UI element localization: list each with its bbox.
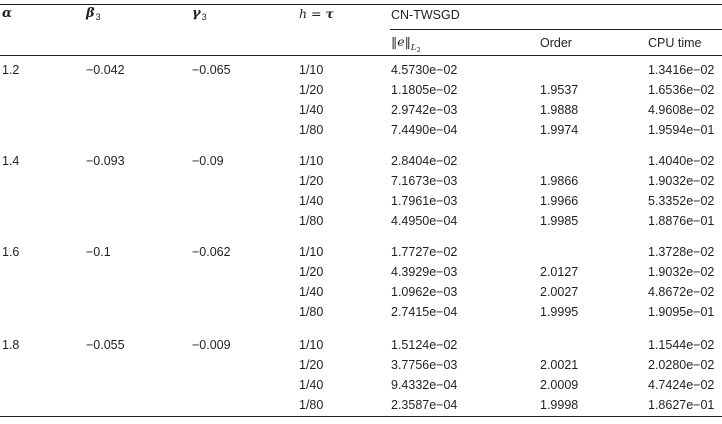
order-value: 1.9537 (540, 83, 579, 97)
header-beta3 (86, 6, 101, 25)
alpha-value: 1.4 (2, 154, 20, 168)
header-alpha-symbol: α (2, 6, 13, 21)
header-gamma-subscript: 3 (201, 12, 207, 22)
step-size: 1/10 (299, 63, 324, 77)
order-value: 1.9995 (540, 305, 579, 319)
step-size: 1/20 (299, 265, 324, 279)
step-size: 1/80 (299, 305, 324, 319)
step-size: 1/20 (299, 358, 324, 372)
step-size: 1/10 (299, 154, 324, 168)
cpu-value: 1.9032e−02 (648, 174, 715, 188)
header-norm-L: L (410, 43, 417, 53)
order-value: 1.9974 (540, 123, 579, 137)
cpu-value: 1.3416e−02 (648, 63, 715, 77)
gamma-value: −0.009 (192, 338, 231, 352)
error-value: 1.7727e−02 (391, 245, 458, 259)
cpu-value: 1.9095e−01 (648, 305, 715, 319)
error-value: 7.4490e−04 (391, 123, 458, 137)
beta-value: −0.1 (86, 245, 111, 259)
table-bottom-rule (0, 416, 722, 417)
step-size: 1/40 (299, 378, 324, 392)
beta-value: −0.093 (86, 154, 125, 168)
order-value: 2.0009 (540, 378, 579, 392)
error-value: 3.7756e−03 (391, 358, 458, 372)
cpu-value: 1.8627e−01 (648, 398, 715, 412)
step-size: 1/20 (299, 174, 324, 188)
step-size: 1/80 (299, 214, 324, 228)
cpu-value: 1.3728e−02 (648, 245, 715, 259)
error-value: 4.5730e−02 (391, 63, 458, 77)
header-alpha (2, 6, 12, 22)
header-h: h (299, 6, 308, 21)
cpu-value: 1.6536e−02 (648, 83, 715, 97)
alpha-value: 1.2 (2, 63, 20, 77)
cpu-value: 1.9594e−01 (648, 123, 715, 137)
header-gamma3 (192, 6, 207, 25)
alpha-value: 1.8 (2, 338, 20, 352)
cpu-value: 1.4040e−02 (648, 154, 715, 168)
gamma-value: −0.062 (192, 245, 231, 259)
step-size: 1/80 (299, 123, 324, 137)
error-value: 2.3587e−04 (391, 398, 458, 412)
step-size: 1/40 (299, 103, 324, 117)
step-size: 1/10 (299, 245, 324, 259)
header-norm-L-subscript: 2 (416, 46, 421, 54)
header-beta-subscript: 3 (95, 12, 101, 22)
error-value: 9.4332e−04 (391, 378, 458, 392)
header-h-equals-tau (299, 6, 334, 22)
cpu-value: 2.0280e−02 (648, 358, 715, 372)
error-value: 1.5124e−02 (391, 338, 458, 352)
order-value: 1.9888 (540, 103, 579, 117)
error-value: 4.4950e−04 (391, 214, 458, 228)
header-norm-e: e (397, 34, 405, 49)
header-tau: τ (325, 6, 334, 21)
cpu-value: 4.8672e−02 (648, 285, 715, 299)
step-size: 1/40 (299, 194, 324, 208)
order-value: 1.9866 (540, 174, 579, 188)
step-size: 1/10 (299, 338, 324, 352)
step-size: 1/20 (299, 83, 324, 97)
order-value: 2.0021 (540, 358, 579, 372)
gamma-value: −0.065 (192, 63, 231, 77)
error-value: 1.7961e−03 (391, 194, 458, 208)
error-value: 7.1673e−03 (391, 174, 458, 188)
cpu-value: 5.3352e−02 (648, 194, 715, 208)
header-cpu-time: CPU time (648, 36, 702, 50)
order-value: 2.0027 (540, 285, 579, 299)
error-value: 2.9742e−03 (391, 103, 458, 117)
cpu-value: 4.9608e−02 (648, 103, 715, 117)
beta-value: −0.055 (86, 338, 125, 352)
step-size: 1/80 (299, 398, 324, 412)
header-method: CN-TWSGD (391, 8, 460, 22)
error-value: 1.1805e−02 (391, 83, 458, 97)
beta-value: −0.042 (86, 63, 125, 77)
error-value: 4.3929e−03 (391, 265, 458, 279)
header-gamma-symbol: γ (192, 6, 201, 21)
order-value: 2.0127 (540, 265, 579, 279)
header-beta-symbol: β (86, 6, 95, 21)
cpu-value: 1.8876e−01 (648, 214, 715, 228)
error-value: 1.0962e−03 (391, 285, 458, 299)
error-value: 2.8404e−02 (391, 154, 458, 168)
cpu-value: 4.7424e−02 (648, 378, 715, 392)
gamma-value: −0.09 (192, 154, 224, 168)
method-group-rule (390, 29, 722, 30)
order-value: 1.9985 (540, 214, 579, 228)
cpu-value: 1.9032e−02 (648, 265, 715, 279)
step-size: 1/40 (299, 285, 324, 299)
header-bottom-rule (0, 55, 722, 56)
cpu-value: 1.1544e−02 (648, 338, 715, 352)
header-order: Order (540, 36, 572, 50)
header-equals: = (307, 6, 326, 21)
error-value: 2.7415e−04 (391, 305, 458, 319)
alpha-value: 1.6 (2, 245, 20, 259)
header-error-norm: $‖e‖_{L_2}$ (391, 34, 421, 54)
order-value: 1.9966 (540, 194, 579, 208)
table-top-rule (0, 4, 722, 5)
order-value: 1.9998 (540, 398, 579, 412)
